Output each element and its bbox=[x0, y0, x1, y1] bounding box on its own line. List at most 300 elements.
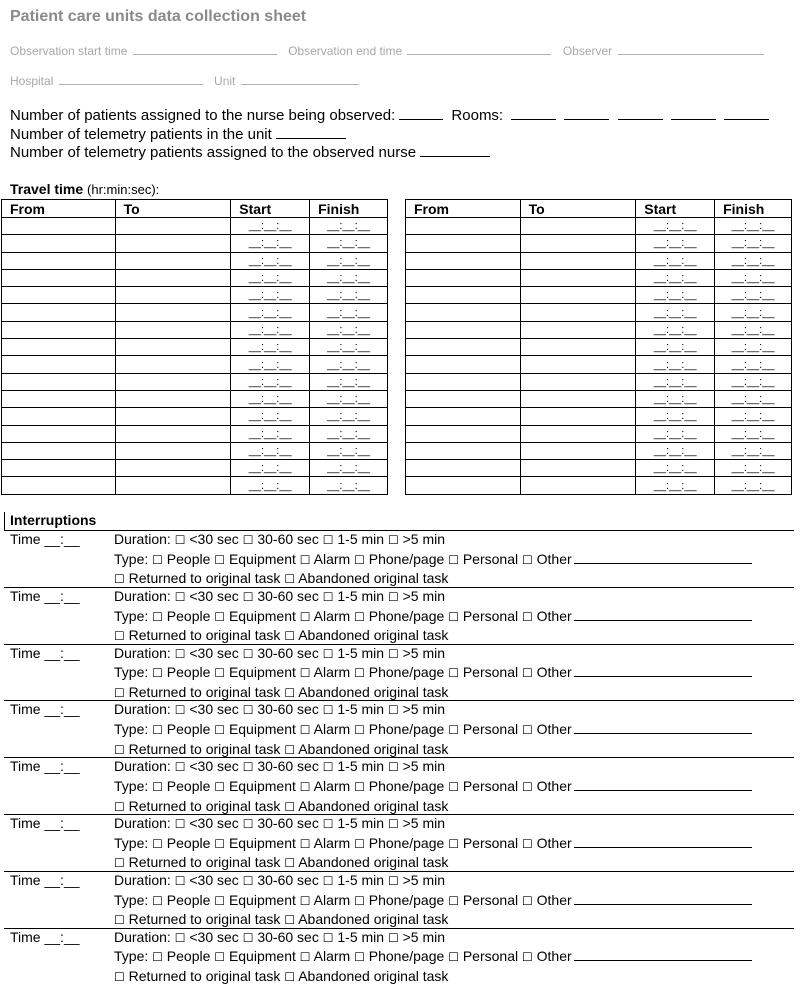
other-field[interactable] bbox=[574, 892, 752, 905]
start-cell[interactable] bbox=[231, 477, 310, 494]
type-0-checkbox[interactable]: ☐ bbox=[152, 950, 163, 965]
interruption-time[interactable]: Time __:__ bbox=[10, 815, 80, 831]
type-3-checkbox[interactable]: ☐ bbox=[354, 779, 365, 794]
type-1-checkbox[interactable]: ☐ bbox=[214, 950, 226, 965]
type-0-checkbox[interactable]: ☐ bbox=[152, 552, 163, 567]
type-0-checkbox[interactable]: ☐ bbox=[152, 779, 163, 794]
duration-1-checkbox[interactable]: ☐ bbox=[242, 646, 254, 661]
from-cell[interactable] bbox=[406, 235, 521, 252]
interruption-time[interactable]: Time __:__ bbox=[10, 928, 80, 945]
finish-cell[interactable] bbox=[310, 304, 388, 321]
time-placeholder: __:__:__ bbox=[731, 427, 775, 440]
duration-row bbox=[114, 871, 752, 891]
from-cell[interactable] bbox=[406, 252, 521, 269]
room-field-1[interactable] bbox=[511, 107, 556, 120]
to-cell[interactable] bbox=[520, 269, 636, 286]
type-3-checkbox[interactable]: ☐ bbox=[354, 893, 365, 908]
start-cell[interactable] bbox=[636, 460, 715, 477]
type-option-4: Personal bbox=[462, 834, 519, 851]
table-row bbox=[406, 287, 792, 304]
start-cell[interactable] bbox=[636, 339, 715, 356]
to-cell[interactable] bbox=[520, 477, 636, 494]
type-0-checkbox[interactable]: ☐ bbox=[152, 609, 163, 624]
finish-cell[interactable] bbox=[310, 356, 388, 373]
duration-1-checkbox[interactable]: ☐ bbox=[242, 589, 254, 604]
time-placeholder: __:__:__ bbox=[327, 341, 370, 354]
duration-3-checkbox[interactable]: ☐ bbox=[387, 930, 399, 945]
finish-cell[interactable] bbox=[715, 373, 792, 390]
start-cell[interactable] bbox=[636, 235, 715, 252]
time-placeholder: __:__:__ bbox=[248, 272, 292, 285]
duration-0-checkbox[interactable]: ☐ bbox=[174, 703, 186, 718]
time-placeholder: __:__:__ bbox=[248, 410, 292, 423]
room-field-2[interactable] bbox=[564, 107, 609, 120]
time-placeholder: __:__:__ bbox=[248, 220, 292, 233]
to-cell[interactable] bbox=[115, 269, 231, 286]
type-5-checkbox[interactable]: ☐ bbox=[522, 950, 533, 965]
to-cell[interactable] bbox=[520, 252, 636, 269]
from-cell[interactable] bbox=[2, 477, 116, 494]
to-cell[interactable] bbox=[115, 390, 231, 407]
to-cell[interactable] bbox=[520, 356, 636, 373]
start-cell[interactable] bbox=[231, 425, 310, 442]
other-field[interactable] bbox=[574, 778, 752, 791]
type-0-checkbox[interactable]: ☐ bbox=[152, 723, 163, 738]
outcome-0-checkbox[interactable]: ☐ bbox=[114, 742, 125, 757]
type-4-checkbox[interactable]: ☐ bbox=[448, 893, 459, 908]
type-4-checkbox[interactable]: ☐ bbox=[448, 723, 459, 738]
duration-2-checkbox[interactable]: ☐ bbox=[322, 817, 334, 831]
to-cell[interactable] bbox=[520, 218, 636, 235]
to-cell[interactable] bbox=[115, 425, 231, 442]
type-row bbox=[114, 891, 752, 911]
duration-2-checkbox[interactable]: ☐ bbox=[322, 589, 334, 604]
unit-field[interactable] bbox=[241, 74, 359, 85]
to-cell[interactable] bbox=[115, 287, 231, 304]
room-field-3[interactable] bbox=[618, 107, 663, 120]
room-field-4[interactable] bbox=[671, 107, 716, 120]
interruption-fields bbox=[114, 530, 752, 589]
outcome-0-checkbox[interactable]: ☐ bbox=[114, 572, 125, 587]
start-cell[interactable] bbox=[231, 356, 310, 373]
outcome-0-checkbox[interactable]: ☐ bbox=[114, 686, 125, 700]
telemetry-assigned-label: Number of telemetry patients assigned to the observed nurse bbox=[10, 144, 417, 161]
duration-3-checkbox[interactable]: ☐ bbox=[387, 703, 399, 718]
start-cell[interactable] bbox=[231, 218, 310, 235]
interruption-time[interactable]: Time __:__ bbox=[10, 701, 80, 718]
duration-1-checkbox[interactable]: ☐ bbox=[242, 533, 254, 547]
type-4-checkbox[interactable]: ☐ bbox=[448, 666, 459, 681]
type-1-checkbox[interactable]: ☐ bbox=[214, 552, 226, 567]
start-cell[interactable] bbox=[636, 356, 715, 373]
outcome-0-checkbox[interactable]: ☐ bbox=[114, 629, 125, 644]
from-cell[interactable] bbox=[2, 390, 116, 407]
start-cell[interactable] bbox=[231, 269, 310, 286]
hospital-field[interactable] bbox=[59, 74, 203, 85]
outcome-0-checkbox[interactable]: ☐ bbox=[114, 970, 125, 984]
to-cell[interactable] bbox=[520, 408, 636, 425]
type-2-checkbox[interactable]: ☐ bbox=[299, 552, 311, 567]
interruptions-left-bar bbox=[4, 512, 5, 530]
to-cell[interactable] bbox=[115, 235, 231, 252]
type-option-5: Other bbox=[536, 607, 572, 624]
duration-2-checkbox[interactable]: ☐ bbox=[322, 703, 334, 718]
to-cell[interactable] bbox=[115, 373, 231, 390]
from-cell[interactable] bbox=[2, 408, 116, 425]
to-cell[interactable] bbox=[115, 356, 231, 373]
duration-option-0: <30 sec bbox=[189, 871, 239, 888]
outcome-1-checkbox[interactable]: ☐ bbox=[284, 799, 296, 814]
outcome-0-checkbox[interactable]: ☐ bbox=[114, 913, 125, 928]
interruption-entry bbox=[4, 871, 794, 929]
type-1-checkbox[interactable]: ☐ bbox=[214, 666, 226, 681]
to-cell[interactable] bbox=[115, 218, 231, 235]
duration-0-checkbox[interactable]: ☐ bbox=[174, 646, 186, 661]
finish-cell[interactable] bbox=[310, 390, 388, 407]
type-5-checkbox[interactable]: ☐ bbox=[522, 893, 533, 908]
type-1-checkbox[interactable]: ☐ bbox=[214, 836, 226, 851]
start-cell[interactable] bbox=[636, 269, 715, 286]
type-2-checkbox[interactable]: ☐ bbox=[299, 609, 311, 624]
type-1-checkbox[interactable]: ☐ bbox=[214, 893, 226, 908]
start-cell[interactable] bbox=[636, 425, 715, 442]
type-option-1: Equipment bbox=[228, 664, 296, 681]
room-field-5[interactable] bbox=[724, 107, 769, 120]
from-cell[interactable] bbox=[406, 218, 521, 235]
duration-2-checkbox[interactable]: ☐ bbox=[322, 760, 334, 775]
outcome-1-checkbox[interactable]: ☐ bbox=[284, 856, 296, 871]
finish-cell[interactable] bbox=[310, 442, 388, 459]
type-2-checkbox[interactable]: ☐ bbox=[299, 836, 311, 851]
outcome-1-checkbox[interactable]: ☐ bbox=[284, 970, 296, 984]
duration-3-checkbox[interactable]: ☐ bbox=[387, 817, 399, 831]
duration-2-checkbox[interactable]: ☐ bbox=[322, 930, 334, 945]
start-cell[interactable] bbox=[231, 287, 310, 304]
duration-1-checkbox[interactable]: ☐ bbox=[242, 873, 254, 888]
duration-row bbox=[114, 928, 752, 948]
from-cell[interactable] bbox=[2, 304, 116, 321]
duration-label: Duration: bbox=[114, 644, 171, 661]
type-5-checkbox[interactable]: ☐ bbox=[522, 666, 533, 681]
to-cell[interactable] bbox=[520, 460, 636, 477]
type-label: Type: bbox=[114, 948, 149, 965]
type-1-checkbox[interactable]: ☐ bbox=[214, 779, 226, 794]
duration-2-checkbox[interactable]: ☐ bbox=[322, 873, 334, 888]
outcome-1-checkbox[interactable]: ☐ bbox=[284, 629, 296, 644]
obs-start-field[interactable] bbox=[133, 44, 277, 55]
finish-cell[interactable] bbox=[715, 321, 792, 338]
travel-time-label bbox=[10, 181, 159, 197]
type-4-checkbox[interactable]: ☐ bbox=[448, 950, 459, 965]
duration-1-checkbox[interactable]: ☐ bbox=[242, 930, 254, 945]
finish-cell[interactable] bbox=[310, 425, 388, 442]
observer-field[interactable] bbox=[618, 44, 764, 55]
type-0-checkbox[interactable]: ☐ bbox=[152, 893, 163, 908]
type-option-5: Other bbox=[536, 721, 572, 738]
type-option-1: Equipment bbox=[228, 550, 296, 567]
time-placeholder: __:__:__ bbox=[327, 375, 370, 388]
start-cell[interactable] bbox=[636, 390, 715, 407]
finish-cell[interactable] bbox=[715, 218, 792, 235]
start-cell[interactable] bbox=[231, 321, 310, 338]
finish-cell[interactable] bbox=[715, 390, 792, 407]
from-cell[interactable] bbox=[406, 356, 521, 373]
finish-cell[interactable] bbox=[310, 477, 388, 494]
interruption-time[interactable]: Time __:__ bbox=[10, 587, 80, 604]
from-cell[interactable] bbox=[2, 269, 116, 286]
duration-2-checkbox[interactable]: ☐ bbox=[322, 646, 334, 661]
from-cell[interactable] bbox=[406, 304, 521, 321]
finish-cell[interactable] bbox=[715, 442, 792, 459]
start-cell[interactable] bbox=[636, 373, 715, 390]
from-cell[interactable] bbox=[406, 373, 521, 390]
start-cell[interactable] bbox=[231, 235, 310, 252]
to-cell[interactable] bbox=[520, 373, 636, 390]
finish-cell[interactable] bbox=[310, 408, 388, 425]
telemetry-assigned-field[interactable] bbox=[420, 144, 490, 157]
patients-assigned-field[interactable] bbox=[399, 107, 443, 120]
type-option-2: Alarm bbox=[313, 664, 351, 681]
to-cell[interactable] bbox=[115, 304, 231, 321]
type-2-checkbox[interactable]: ☐ bbox=[299, 666, 311, 681]
start-cell[interactable] bbox=[231, 304, 310, 321]
finish-cell[interactable] bbox=[310, 235, 388, 252]
duration-3-checkbox[interactable]: ☐ bbox=[387, 760, 399, 775]
finish-cell[interactable] bbox=[715, 287, 792, 304]
type-0-checkbox[interactable]: ☐ bbox=[152, 666, 163, 681]
to-cell[interactable] bbox=[115, 408, 231, 425]
from-cell[interactable] bbox=[406, 425, 521, 442]
duration-2-checkbox[interactable]: ☐ bbox=[322, 533, 334, 547]
finish-cell[interactable] bbox=[310, 218, 388, 235]
from-cell[interactable] bbox=[2, 252, 116, 269]
duration-3-checkbox[interactable]: ☐ bbox=[387, 533, 399, 547]
type-option-4: Personal bbox=[462, 607, 519, 624]
type-2-checkbox[interactable]: ☐ bbox=[299, 779, 311, 794]
outcome-1-checkbox[interactable]: ☐ bbox=[284, 913, 296, 928]
table-row bbox=[406, 442, 792, 459]
start-cell[interactable] bbox=[231, 390, 310, 407]
from-cell[interactable] bbox=[2, 321, 116, 338]
type-5-checkbox[interactable]: ☐ bbox=[522, 836, 533, 851]
start-cell[interactable] bbox=[636, 442, 715, 459]
outcome-option-1: Abandoned original task bbox=[298, 570, 449, 587]
other-field[interactable] bbox=[574, 608, 752, 621]
to-cell[interactable] bbox=[520, 425, 636, 442]
type-3-checkbox[interactable]: ☐ bbox=[354, 836, 365, 851]
time-placeholder: __:__:__ bbox=[248, 393, 292, 406]
duration-1-checkbox[interactable]: ☐ bbox=[242, 760, 254, 775]
start-cell[interactable] bbox=[636, 304, 715, 321]
type-3-checkbox[interactable]: ☐ bbox=[354, 666, 365, 681]
start-cell[interactable] bbox=[231, 408, 310, 425]
from-cell[interactable] bbox=[406, 287, 521, 304]
type-3-checkbox[interactable]: ☐ bbox=[354, 552, 365, 567]
type-5-checkbox[interactable]: ☐ bbox=[522, 552, 533, 567]
type-3-checkbox[interactable]: ☐ bbox=[354, 950, 365, 965]
to-cell[interactable] bbox=[520, 287, 636, 304]
duration-option-2: 1-5 min bbox=[337, 587, 385, 604]
from-cell[interactable] bbox=[2, 287, 116, 304]
start-cell[interactable] bbox=[636, 321, 715, 338]
duration-option-0: <30 sec bbox=[189, 928, 239, 945]
duration-1-checkbox[interactable]: ☐ bbox=[242, 817, 254, 831]
table-row bbox=[2, 235, 388, 252]
duration-3-checkbox[interactable]: ☐ bbox=[387, 873, 399, 888]
duration-0-checkbox[interactable]: ☐ bbox=[174, 533, 186, 547]
type-1-checkbox[interactable]: ☐ bbox=[214, 723, 226, 738]
duration-1-checkbox[interactable]: ☐ bbox=[242, 703, 254, 718]
outcome-1-checkbox[interactable]: ☐ bbox=[284, 742, 296, 757]
table-row bbox=[406, 218, 792, 235]
from-cell[interactable] bbox=[2, 442, 116, 459]
from-cell[interactable] bbox=[406, 408, 521, 425]
finish-cell[interactable] bbox=[715, 356, 792, 373]
obs-end-field[interactable] bbox=[407, 44, 551, 55]
to-cell[interactable] bbox=[520, 304, 636, 321]
finish-cell[interactable] bbox=[715, 269, 792, 286]
from-cell[interactable] bbox=[406, 460, 521, 477]
type-5-checkbox[interactable]: ☐ bbox=[522, 609, 533, 624]
from-cell[interactable] bbox=[406, 390, 521, 407]
duration-option-2: 1-5 min bbox=[337, 928, 385, 945]
from-cell[interactable] bbox=[2, 235, 116, 252]
from-cell[interactable] bbox=[406, 269, 521, 286]
duration-0-checkbox[interactable]: ☐ bbox=[174, 930, 186, 945]
time-placeholder: __:__:__ bbox=[731, 341, 775, 354]
duration-label: Duration: bbox=[114, 871, 171, 888]
travel-table-left bbox=[1, 199, 388, 495]
outcome-option-1: Abandoned original task bbox=[298, 968, 449, 984]
time-placeholder: __:__:__ bbox=[248, 289, 292, 302]
outcome-1-checkbox[interactable]: ☐ bbox=[284, 572, 296, 587]
start-cell[interactable] bbox=[636, 218, 715, 235]
from-cell[interactable] bbox=[406, 339, 521, 356]
from-cell[interactable] bbox=[2, 339, 116, 356]
to-cell[interactable] bbox=[115, 339, 231, 356]
finish-cell[interactable] bbox=[715, 235, 792, 252]
other-field[interactable] bbox=[574, 835, 752, 848]
telemetry-unit-field[interactable] bbox=[276, 126, 346, 139]
duration-label: Duration: bbox=[114, 587, 171, 604]
from-cell[interactable] bbox=[2, 218, 116, 235]
start-cell[interactable] bbox=[231, 460, 310, 477]
finish-cell[interactable] bbox=[715, 460, 792, 477]
time-placeholder: __:__:__ bbox=[653, 289, 697, 302]
start-cell[interactable] bbox=[636, 477, 715, 494]
type-4-checkbox[interactable]: ☐ bbox=[448, 836, 459, 851]
type-2-checkbox[interactable]: ☐ bbox=[299, 893, 311, 908]
finish-cell[interactable] bbox=[715, 408, 792, 425]
type-option-0: People bbox=[166, 891, 211, 908]
table-row bbox=[406, 339, 792, 356]
interruption-entry bbox=[4, 928, 794, 986]
to-cell[interactable] bbox=[520, 390, 636, 407]
other-field[interactable] bbox=[574, 948, 752, 961]
type-5-checkbox[interactable]: ☐ bbox=[522, 723, 533, 738]
start-cell[interactable] bbox=[231, 442, 310, 459]
outcome-0-checkbox[interactable]: ☐ bbox=[114, 799, 125, 814]
interruption-time[interactable]: Time __:__ bbox=[10, 531, 80, 547]
outcome-1-checkbox[interactable]: ☐ bbox=[284, 686, 296, 700]
from-cell[interactable] bbox=[2, 356, 116, 373]
to-cell[interactable] bbox=[115, 321, 231, 338]
to-cell[interactable] bbox=[520, 235, 636, 252]
finish-cell[interactable] bbox=[310, 269, 388, 286]
to-cell[interactable] bbox=[115, 442, 231, 459]
from-cell[interactable] bbox=[2, 373, 116, 390]
from-cell[interactable] bbox=[2, 460, 116, 477]
interruption-fields bbox=[114, 871, 752, 930]
finish-cell[interactable] bbox=[310, 373, 388, 390]
type-3-checkbox[interactable]: ☐ bbox=[354, 723, 365, 738]
to-cell[interactable] bbox=[115, 252, 231, 269]
type-4-checkbox[interactable]: ☐ bbox=[448, 779, 459, 794]
finish-cell[interactable] bbox=[715, 304, 792, 321]
from-cell[interactable] bbox=[406, 442, 521, 459]
to-cell[interactable] bbox=[115, 460, 231, 477]
duration-0-checkbox[interactable]: ☐ bbox=[174, 760, 186, 775]
duration-0-checkbox[interactable]: ☐ bbox=[174, 817, 186, 831]
type-0-checkbox[interactable]: ☐ bbox=[152, 836, 163, 851]
start-cell[interactable] bbox=[636, 287, 715, 304]
time-placeholder: __:__:__ bbox=[327, 445, 370, 457]
finish-cell[interactable] bbox=[715, 252, 792, 269]
to-cell[interactable] bbox=[520, 321, 636, 338]
outcome-0-checkbox[interactable]: ☐ bbox=[114, 856, 125, 871]
other-field[interactable] bbox=[574, 664, 752, 677]
finish-cell[interactable] bbox=[310, 321, 388, 338]
start-cell[interactable] bbox=[231, 339, 310, 356]
from-cell[interactable] bbox=[406, 477, 521, 494]
start-cell[interactable] bbox=[231, 252, 310, 269]
duration-3-checkbox[interactable]: ☐ bbox=[387, 589, 399, 604]
type-4-checkbox[interactable]: ☐ bbox=[448, 552, 459, 567]
duration-3-checkbox[interactable]: ☐ bbox=[387, 646, 399, 661]
duration-0-checkbox[interactable]: ☐ bbox=[174, 589, 186, 604]
interruption-time[interactable]: Time __:__ bbox=[10, 644, 80, 661]
to-cell[interactable] bbox=[520, 339, 636, 356]
interruption-time[interactable]: Time __:__ bbox=[10, 871, 80, 888]
type-2-checkbox[interactable]: ☐ bbox=[299, 723, 311, 738]
type-option-0: People bbox=[166, 948, 211, 965]
finish-cell[interactable] bbox=[715, 425, 792, 442]
type-3-checkbox[interactable]: ☐ bbox=[354, 609, 365, 624]
from-cell[interactable] bbox=[406, 321, 521, 338]
finish-cell[interactable] bbox=[310, 339, 388, 356]
type-4-checkbox[interactable]: ☐ bbox=[448, 609, 459, 624]
type-1-checkbox[interactable]: ☐ bbox=[214, 609, 226, 624]
interruption-time[interactable]: Time __:__ bbox=[10, 758, 80, 775]
start-cell[interactable] bbox=[231, 373, 310, 390]
type-2-checkbox[interactable]: ☐ bbox=[299, 950, 311, 965]
type-5-checkbox[interactable]: ☐ bbox=[522, 779, 533, 794]
finish-cell[interactable] bbox=[715, 477, 792, 494]
start-cell[interactable] bbox=[636, 252, 715, 269]
to-cell[interactable] bbox=[115, 477, 231, 494]
to-cell[interactable] bbox=[520, 442, 636, 459]
duration-option-1: 30-60 sec bbox=[257, 644, 319, 661]
start-cell[interactable] bbox=[636, 408, 715, 425]
finish-cell[interactable] bbox=[310, 287, 388, 304]
other-field[interactable] bbox=[574, 551, 752, 564]
from-cell[interactable] bbox=[2, 425, 116, 442]
duration-0-checkbox[interactable]: ☐ bbox=[174, 873, 186, 888]
other-field[interactable] bbox=[574, 721, 752, 734]
finish-cell[interactable] bbox=[310, 460, 388, 477]
finish-cell[interactable] bbox=[715, 339, 792, 356]
finish-cell[interactable] bbox=[310, 252, 388, 269]
